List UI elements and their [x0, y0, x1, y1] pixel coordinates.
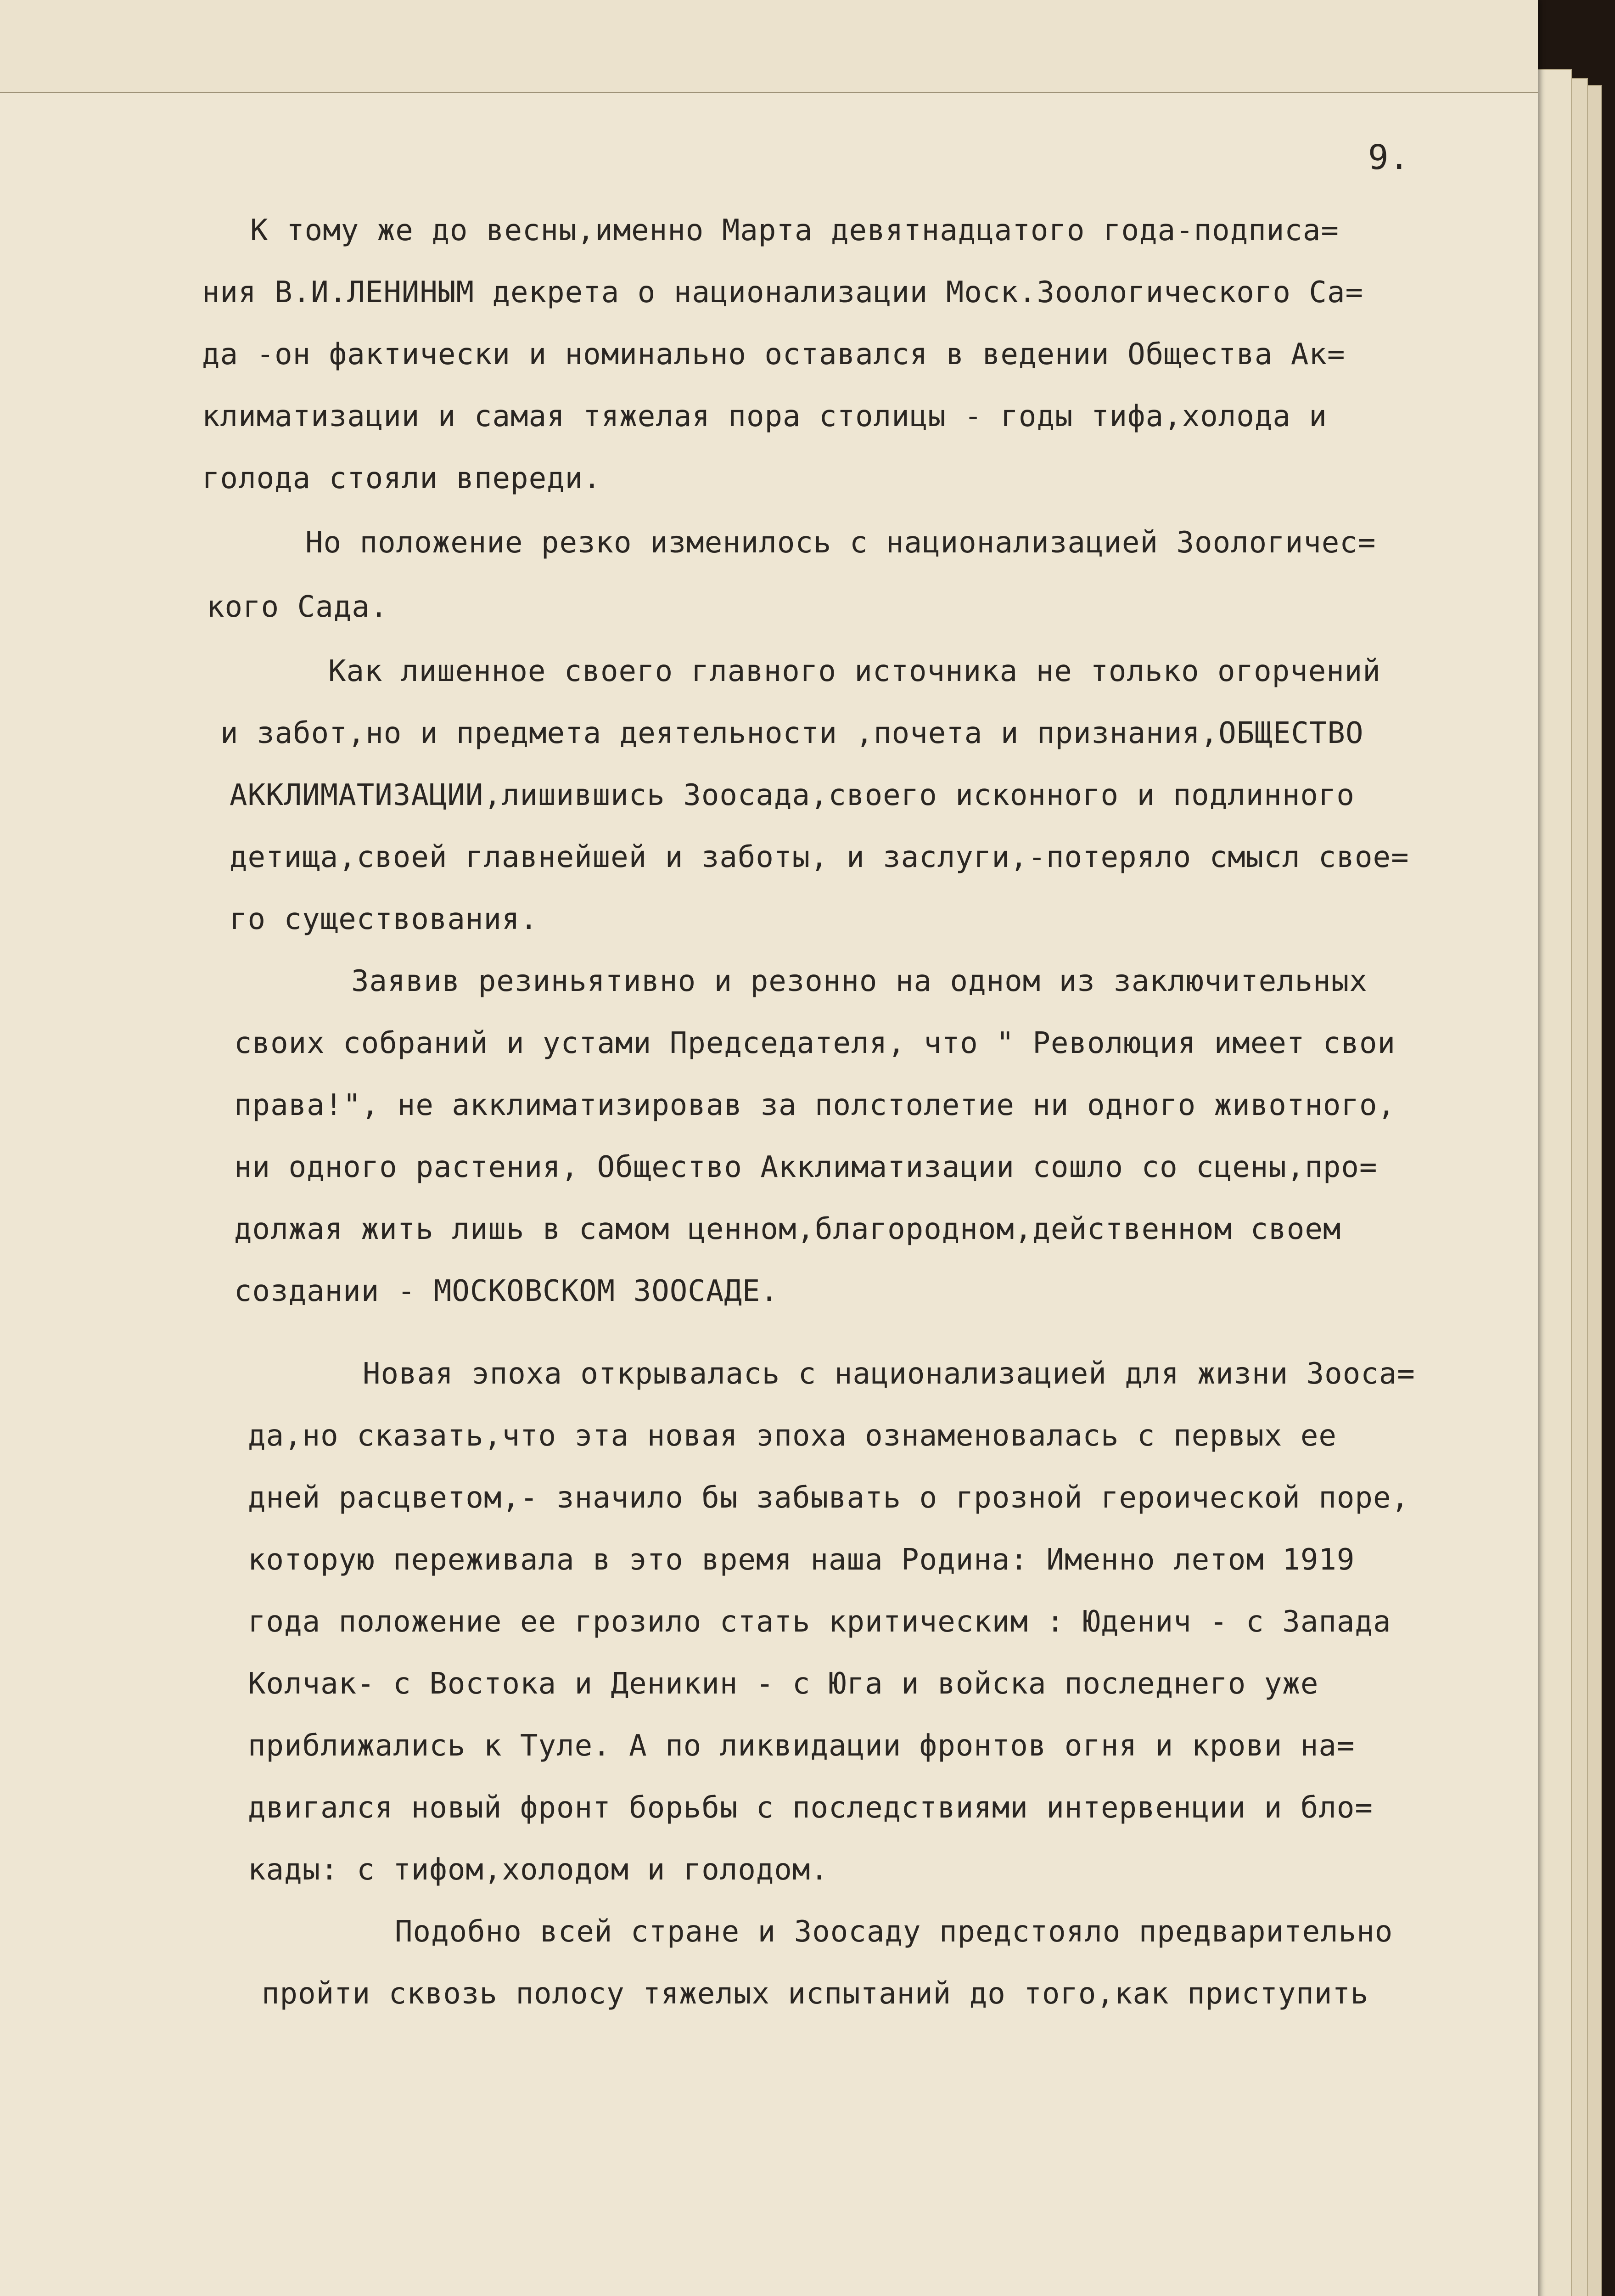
text-line: кады: с тифом,холодом и голодом.	[248, 1853, 829, 1887]
text-line: своих собраний и устами Председателя, что " Революция имеет свои	[234, 1026, 1396, 1060]
text-line: кого Сада.	[207, 590, 388, 624]
text-line: создании - МОСКОВСКОМ ЗООСАДЕ.	[234, 1274, 779, 1308]
text-line: да,но сказать,что эта новая эпоха ознаменовалась с первых ее	[248, 1419, 1337, 1453]
text-line: АККЛИМАТИЗАЦИИ,лишившись Зоосада,своего исконного и подлинного	[230, 778, 1355, 812]
text-line: должая жить лишь в самом ценном,благородном,действенном своем	[234, 1212, 1341, 1246]
text-line: К тому же до весны,именно Марта девятнадцатого года-подписа=	[250, 214, 1339, 248]
text-line: Но положение резко изменилось с национализацией Зоологичес=	[305, 526, 1376, 560]
text-line: голода стояли впереди.	[202, 461, 601, 495]
text-line: Как лишенное своего главного источника не только огорчений	[328, 654, 1381, 688]
text-line: Заявив резиньятивно и резонно на одном из заключительных	[351, 964, 1368, 998]
text-line: пройти сквозь полосу тяжелых испытаний до того,как приступить	[262, 1977, 1369, 2011]
text-line: климатизации и самая тяжелая пора столицы - годы тифа,холода и	[202, 400, 1327, 433]
text-line: да -он фактически и номинально оставался в ведении Общества Ак=	[202, 338, 1346, 371]
text-line: го существования.	[230, 902, 538, 936]
text-line: ния В.И.ЛЕНИНЫМ декрета о национализации Моск.Зоологического Са=	[202, 276, 1363, 310]
text-line: Новая эпоха открывалась с национализацией для жизни Зооса=	[363, 1357, 1415, 1391]
text-line: права!", не акклиматизировав за полстолетие ни одного животного,	[234, 1088, 1396, 1122]
text-line: детища,своей главнейшей и заботы, и заслуги,-потеряло смысл свое=	[230, 840, 1409, 874]
page-number: 9.	[1368, 138, 1410, 177]
text-line: приближались к Туле. А по ликвидации фронтов огня и крови на=	[248, 1729, 1355, 1763]
text-line: и забот,но и предмета деятельности ,почета и признания,ОБЩЕСТВО	[220, 716, 1364, 750]
text-line: ни одного растения, Общество Акклиматизации сошло со сцены,про=	[234, 1150, 1378, 1184]
text-line: дней расцветом,- значило бы забывать о грозной героической поре,	[248, 1481, 1409, 1515]
text-line: двигался новый фронт борьбы с последствиями интервенции и бло=	[248, 1791, 1373, 1825]
text-line: года положение ее грозило стать критическим : Юденич - с Запада	[248, 1605, 1391, 1639]
text-line: Подобно всей стране и Зоосаду предстояло предварительно	[395, 1915, 1393, 1949]
text-line: которую переживала в это время наша Родина: Именно летом 1919	[248, 1543, 1355, 1577]
text-line: Колчак- с Востока и Деникин - с Юга и войска последнего уже	[248, 1667, 1319, 1701]
